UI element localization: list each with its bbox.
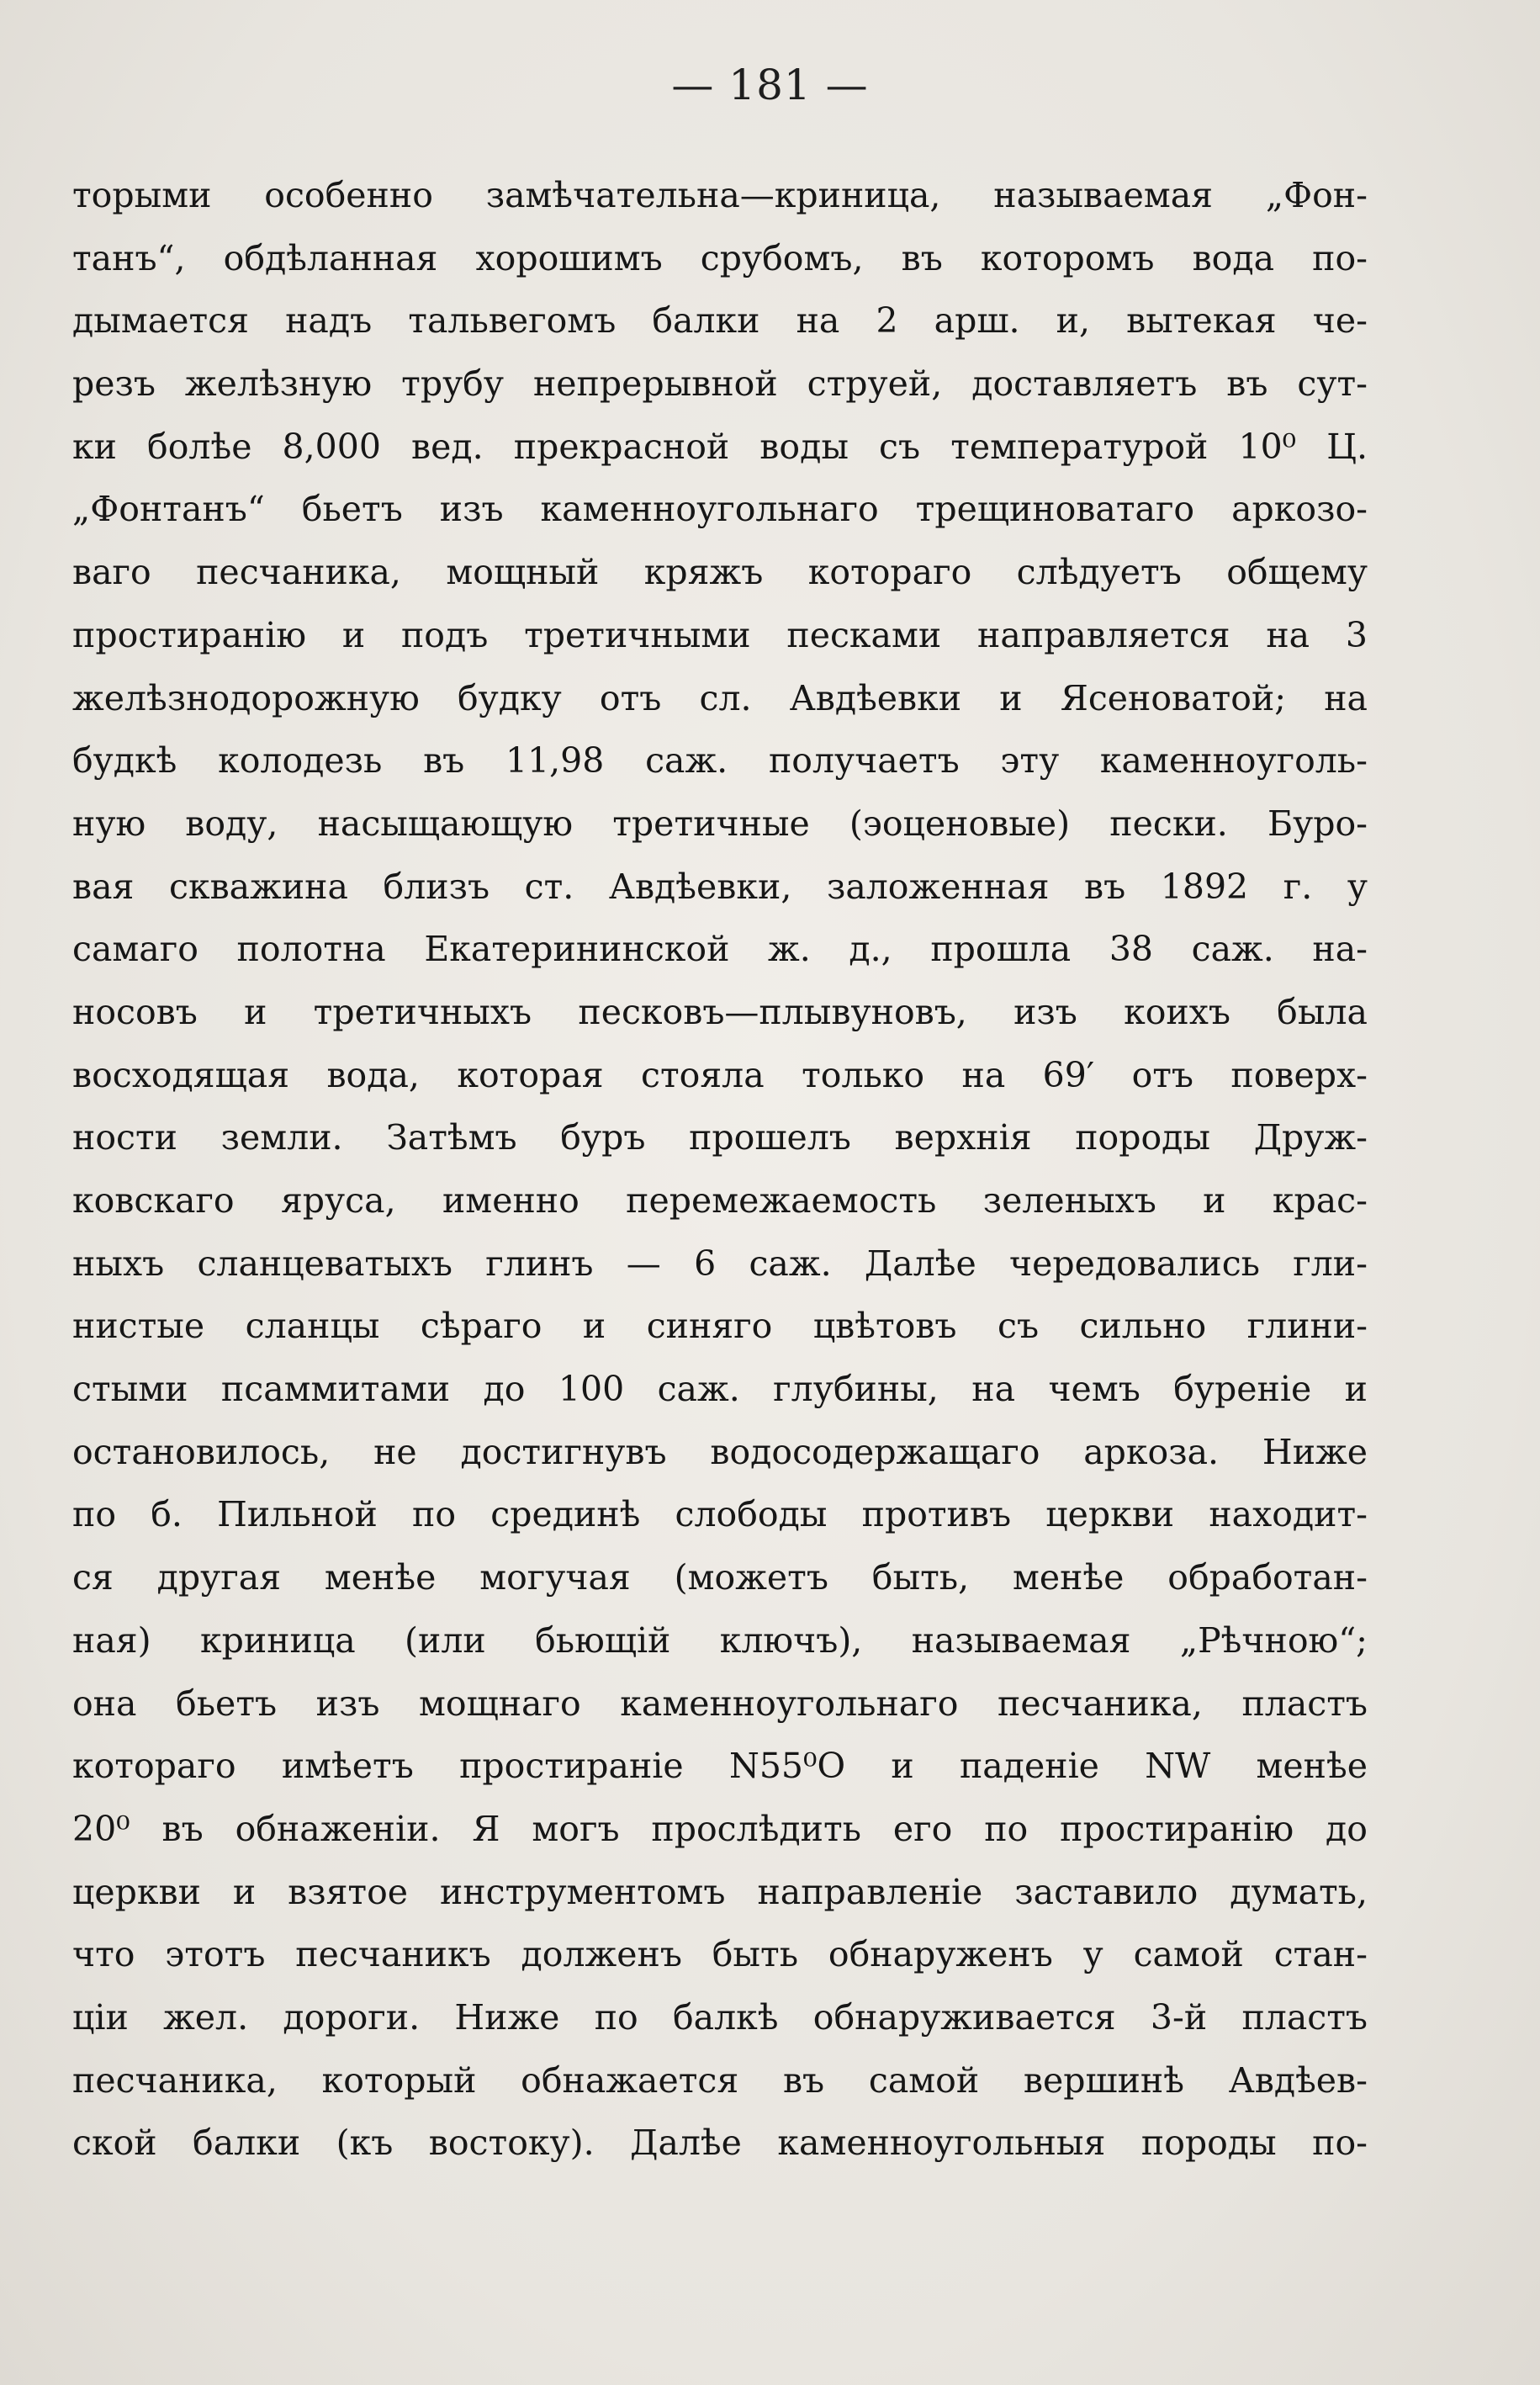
text-line: ности земли. Затѣмъ буръ прошелъ верхнія породы Друж- bbox=[72, 1117, 1368, 1158]
text-line: ціи жел. дороги. Ниже по балкѣ обнаруживается 3-й пластъ bbox=[72, 1996, 1368, 2038]
text-line: остановилось, не достигнувъ водосодержащаго аркоза. Ниже bbox=[72, 1431, 1368, 1472]
text-line: стыми псаммитами до 100 саж. глубины, на чемъ буреніе и bbox=[72, 1369, 1368, 1410]
page-number: — 181 — bbox=[671, 61, 869, 109]
text-line: ской балки (къ востоку). Далѣе каменноугольныя породы по- bbox=[72, 2123, 1368, 2164]
text-line: церкви и взятое инструментомъ направленіе заставило думать, bbox=[72, 1871, 1368, 1912]
text-line: вая скважина близъ ст. Авдѣевки, заложенная въ 1892 г. у bbox=[72, 866, 1368, 907]
body-text bbox=[72, 164, 1368, 2175]
text-line: котораго имѣетъ простираніе N55⁰O и паденіе NW менѣе bbox=[72, 1746, 1368, 1787]
text-line: ная) криница (или бьющій ключъ), называемая „Рѣчною“; bbox=[72, 1619, 1368, 1661]
text-line: песчаника, который обнажается въ самой вершинѣ Авдѣев- bbox=[72, 2059, 1368, 2101]
text-line: танъ“, обдѣланная хорошимъ срубомъ, въ которомъ вода по- bbox=[72, 237, 1368, 278]
text-line: по б. Пильной по срединѣ слободы противъ церкви находит- bbox=[72, 1494, 1368, 1535]
text-line: ковскаго яруса, именно перемежаемость зеленыхъ и крас- bbox=[72, 1180, 1368, 1221]
text-line: ную воду, насыщающую третичные (эоценовые) пески. Буро- bbox=[72, 803, 1368, 844]
text-line: резъ желѣзную трубу непрерывной струей, доставляетъ въ сут- bbox=[72, 363, 1368, 405]
text-line: самаго полотна Екатерининской ж. д., прошла 38 саж. на- bbox=[72, 929, 1368, 970]
text-line: дымается надъ тальвегомъ балки на 2 арш. и, вытекая че- bbox=[72, 300, 1368, 342]
text-line: восходящая вода, которая стояла только на 69′ отъ поверх- bbox=[72, 1054, 1368, 1095]
text-line: ся другая менѣе могучая (можетъ быть, менѣе обработан- bbox=[72, 1557, 1368, 1598]
text-line: простиранію и подъ третичными песками направляется на 3 bbox=[72, 614, 1368, 655]
text-line: „Фонтанъ“ бьетъ изъ каменноугольнаго трещиноватаго аркозо- bbox=[72, 489, 1368, 530]
text-line: торыми особенно замѣчательна—криница, называемая „Фон- bbox=[72, 175, 1368, 215]
text-line: носовъ и третичныхъ песковъ—плывуновъ, изъ коихъ была bbox=[72, 991, 1368, 1032]
text-line: ваго песчаника, мощный кряжъ котораго слѣдуетъ общему bbox=[72, 552, 1368, 593]
text-line: ки болѣе 8,000 вед. прекрасной воды съ температурой 10⁰ Ц. bbox=[72, 426, 1368, 467]
text-line: она бьетъ изъ мощнаго каменноугольнаго песчаника, пластъ bbox=[72, 1683, 1368, 1724]
text-line: желѣзнодорожную будку отъ сл. Авдѣевки и Ясеноватой; на bbox=[72, 677, 1368, 718]
text-line: ныхъ сланцеватыхъ глинъ — 6 саж. Далѣе чередовались гли- bbox=[72, 1243, 1368, 1284]
text-line: 20⁰ въ обнаженіи. Я могъ прослѣдить его по простиранію до bbox=[72, 1808, 1368, 1849]
text-line: что этотъ песчаникъ долженъ быть обнаруженъ у самой стан- bbox=[72, 1934, 1368, 1975]
text-line: будкѣ колодезь въ 11,98 саж. получаетъ эту каменноуголь- bbox=[72, 740, 1368, 782]
text-line: нистые сланцы сѣраго и синяго цвѣтовъ съ сильно глини- bbox=[72, 1306, 1368, 1347]
